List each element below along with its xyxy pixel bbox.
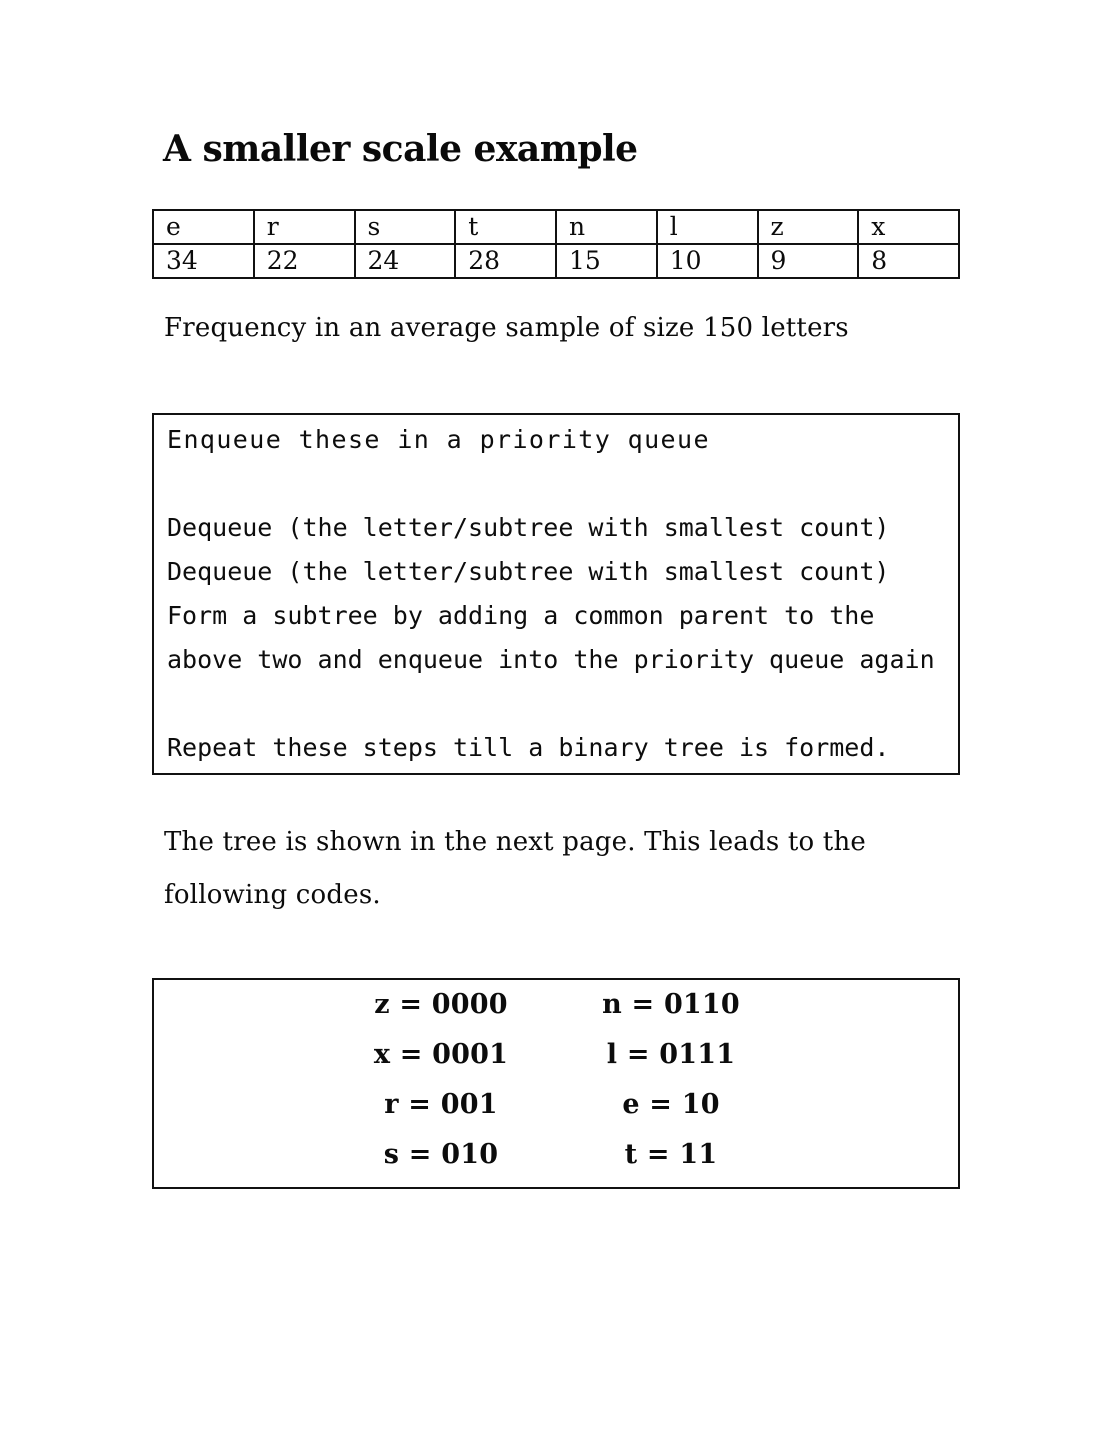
algorithm-line: Form a subtree by adding a common parent to the [167,601,875,630]
algorithm-line: Enqueue these in a priority queue [167,425,710,454]
code-entry: t = 11 [624,1139,718,1170]
codes-box [152,978,960,1189]
lead-paragraph-line: following codes. [164,880,381,910]
frequency-table-letter-row [153,210,959,244]
count-cell: 24 [355,244,456,278]
letter-cell: l [657,210,758,244]
letter-cell: t [455,210,556,244]
letter-cell: z [758,210,859,244]
count-cell: 9 [758,244,859,278]
page-title: A smaller scale example [163,128,638,170]
code-entry: x = 0001 [373,1039,509,1070]
count-cell: 22 [254,244,355,278]
codes-left-column [366,980,516,1187]
code-entry: z = 0000 [374,989,508,1020]
codes-right-column [596,980,746,1187]
algorithm-line: Repeat these steps till a binary tree is formed. [167,733,890,762]
frequency-table-count-row [153,244,959,278]
algorithm-line: above two and enqueue into the priority queue again [167,645,935,674]
algorithm-line-blank [167,682,954,726]
code-entry: s = 010 [383,1139,499,1170]
algorithm-line: Dequeue (the letter/subtree with smallest count) [167,557,890,586]
frequency-caption: Frequency in an average sample of size 150 letters [164,313,849,343]
letter-cell: s [355,210,456,244]
code-entry: n = 0110 [602,989,740,1020]
code-entry: l = 0111 [606,1039,736,1070]
letter-cell: n [556,210,657,244]
letter-cell: r [254,210,355,244]
algorithm-box [152,413,960,775]
count-cell: 15 [556,244,657,278]
count-cell: 8 [858,244,959,278]
lead-paragraph-line: The tree is shown in the next page. This leads to the [164,827,866,857]
algorithm-line-blank [167,462,954,506]
count-cell: 34 [153,244,254,278]
count-cell: 28 [455,244,556,278]
code-entry: e = 10 [622,1089,720,1120]
lead-paragraph [164,816,924,922]
code-entry: r = 001 [384,1089,498,1120]
frequency-table [152,209,960,279]
algorithm-line: Dequeue (the letter/subtree with smallest count) [167,513,890,542]
letter-cell: x [858,210,959,244]
count-cell: 10 [657,244,758,278]
letter-cell: e [153,210,254,244]
